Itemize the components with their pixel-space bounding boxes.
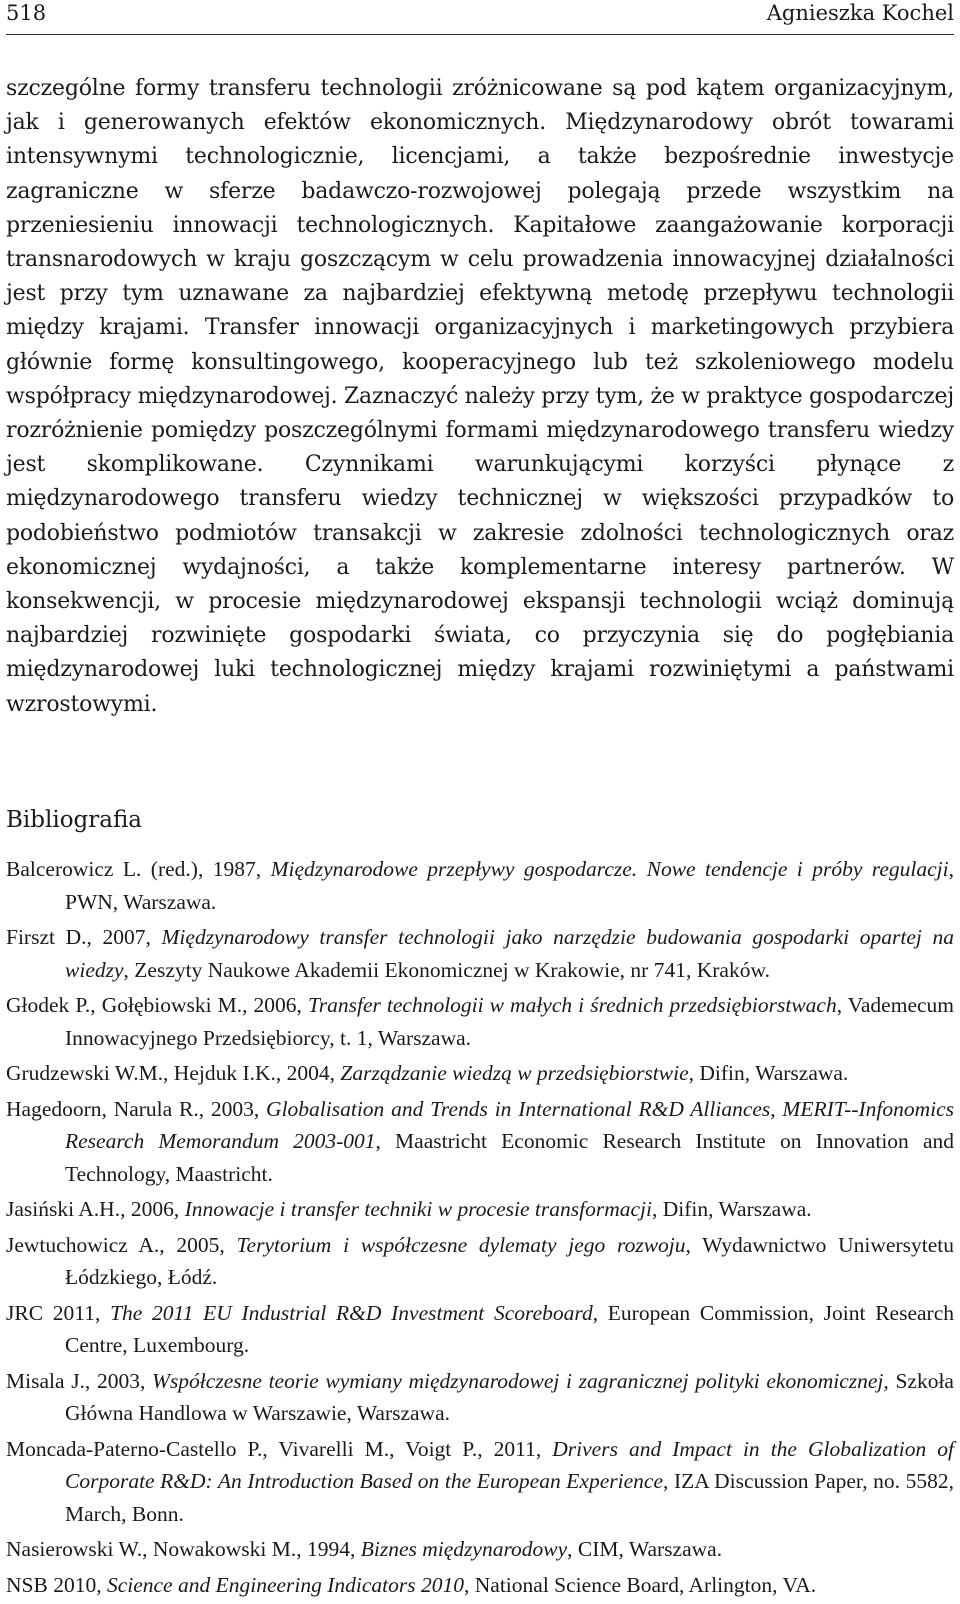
entry-authors: Grudzewski W.M., Hejduk I.K., 2004,: [6, 1061, 341, 1085]
entry-publisher: Szkoła Główna Handlowa w Warszawie, Warszawa.: [65, 1368, 954, 1425]
bibliography-entry: [6, 1533, 954, 1566]
entry-title: Globalisation and Trends in International R&D Alliances, MERIT--Infonomics Research Memorandum 2003-001: [65, 1096, 954, 1153]
entry-title: Międzynarodowe przepływy gospodarcze. Nowe tendencje i próby regulacji: [270, 857, 949, 881]
entry-title: Zarządzanie wiedzą w przedsiębiorstwie: [340, 1061, 689, 1085]
entry-authors: NSB 2010,: [6, 1572, 107, 1597]
bibliography-entry: [6, 1433, 954, 1531]
entry-authors: Nasierowski W., Nowakowski M., 1994,: [6, 1537, 361, 1561]
entry-title: Drivers and Impact in the Globalization of Corporate R&D: An Introduction Based on the European Experience: [65, 1436, 954, 1493]
bibliography-heading: Bibliografia: [6, 807, 143, 833]
entry-title: Międzynarodowy transfer technologii jako narzędzie budowania gospodarki opartej na wiedzy: [65, 925, 955, 982]
bibliography-entry: [6, 921, 954, 986]
bibliography-entry: [6, 1057, 954, 1090]
entry-publisher: , PWN, Warszawa.: [65, 857, 955, 914]
entry-authors: Głodek P., Gołębiowski M., 2006,: [6, 993, 308, 1017]
entry-publisher: , CIM, Warszawa.: [567, 1537, 723, 1561]
entry-authors: Balcerowicz L. (red.), 1987,: [6, 857, 271, 881]
bibliography-entry: [6, 1193, 954, 1226]
entry-publisher: , IZA Discussion Paper, no. 5582, March, Bonn.: [65, 1469, 954, 1526]
entry-publisher: , National Science Board, Arlington, VA.: [464, 1572, 817, 1597]
entry-authors: Firszt D., 2007,: [6, 925, 162, 949]
entry-title: Transfer technologii w małych i średnich przedsiębiorstwach: [307, 993, 837, 1017]
entry-authors: Jewtuchowicz A., 2005,: [6, 1232, 237, 1257]
entry-publisher: , Difin, Warszawa.: [688, 1061, 849, 1085]
bibliography-entry: [6, 853, 954, 918]
entry-authors: Moncada-Paterno-Castello P., Vivarelli M., Voigt P., 2011,: [6, 1436, 553, 1461]
entry-publisher: , Vademecum Innowacyjnego Przedsiębiorcy, t. 1, Warszawa.: [65, 993, 955, 1050]
entry-publisher: , Wydawnictwo Uniwersytetu Łódzkiego, Łódź.: [65, 1232, 954, 1289]
entry-publisher: , Maastricht Economic Research Institute on Innovation and Technology, Maastricht.: [65, 1129, 954, 1186]
page-number: 518: [6, 1, 47, 25]
entry-title: Terytorium i współczesne dylematy jego rozwoju: [236, 1232, 686, 1257]
body-paragraph: szczególne formy transferu technologii zróżnicowane są pod kątem organizacyjnym, jak i generowanych efektów ekonomicznych. Międzynarodowy obrót towarami intensywnymi technologicznie, licencjami, a także bezpośrednie inwestycje zagraniczne w sferze badawczo-rozwojowej polegają przede wszystkim na przeniesieniu innowacji technologicznych. Kapitałowe zaangażowanie korporacji transnarodowych w kraju goszczącym w celu prowadzenia innowacyjnej działalności jest przy tym uznawane za najbardziej efektywną metodę przepływu technologii między krajami. Transfer innowacji organizacyjnych i marketingowych przybiera głównie formę konsultingowego, kooperacyjnego lub też szkoleniowego modelu współpracy międzynarodowej. Zaznaczyć należy przy tym, że w praktyce gospodarczej rozróżnienie pomiędzy poszczególnymi formami międzynarodowego transferu wiedzy jest skomplikowane. Czynnikami warunkującymi korzyści płynące z międzynarodowego transferu wiedzy technicznej w większości przypadków to podobieństwo podmiotów transakcji w zakresie zdolności technologicznych oraz ekonomicznej wydajności, a także komplementarne interesy partnerów. W konsekwencji, w procesie międzynarodowej ekspansji technologii wciąż dominują najbardziej rozwinięte gospodarki świata, co przyczynia się do pogłębiania międzynarodowej luki technologicznej między krajami rozwiniętymi a państwami wzrostowymi.: [6, 76, 954, 717]
running-head-author: Agnieszka Kochel: [766, 1, 954, 25]
entry-publisher: , European Commission, Joint Research Centre, Luxembourg.: [65, 1300, 954, 1357]
entry-publisher: , Difin, Warszawa.: [651, 1197, 812, 1221]
bibliography-entry: [6, 1569, 954, 1602]
entry-authors: Jasiński A.H., 2006,: [6, 1197, 185, 1221]
entry-publisher: , Zeszyty Naukowe Akademii Ekonomicznej w Krakowie, nr 741, Kraków.: [123, 957, 770, 982]
entry-title: Biznes międzynarodowy: [360, 1537, 568, 1561]
bibliography-entry: [6, 1229, 954, 1294]
bibliography-entry: [6, 1297, 954, 1362]
running-header: [6, 0, 954, 35]
entry-authors: Hagedoorn, Narula R., 2003,: [6, 1096, 267, 1121]
bibliography-entry: [6, 1093, 954, 1191]
bibliography-entry: [6, 1365, 954, 1430]
entry-authors: Misala J., 2003,: [6, 1368, 153, 1393]
entry-authors: JRC 2011,: [6, 1300, 111, 1325]
bibliography-list: [6, 853, 954, 1604]
entry-title: Science and Engineering Indicators 2010: [106, 1572, 465, 1597]
bibliography-entry: [6, 989, 954, 1054]
entry-title: Współczesne teorie wymiany międzynarodowej i zagranicznej polityki ekonomicznej,: [152, 1368, 889, 1393]
entry-title: The 2011 EU Industrial R&D Investment Scoreboard: [110, 1300, 593, 1325]
entry-title: Innowacje i transfer techniki w procesie transformacji: [184, 1197, 652, 1221]
